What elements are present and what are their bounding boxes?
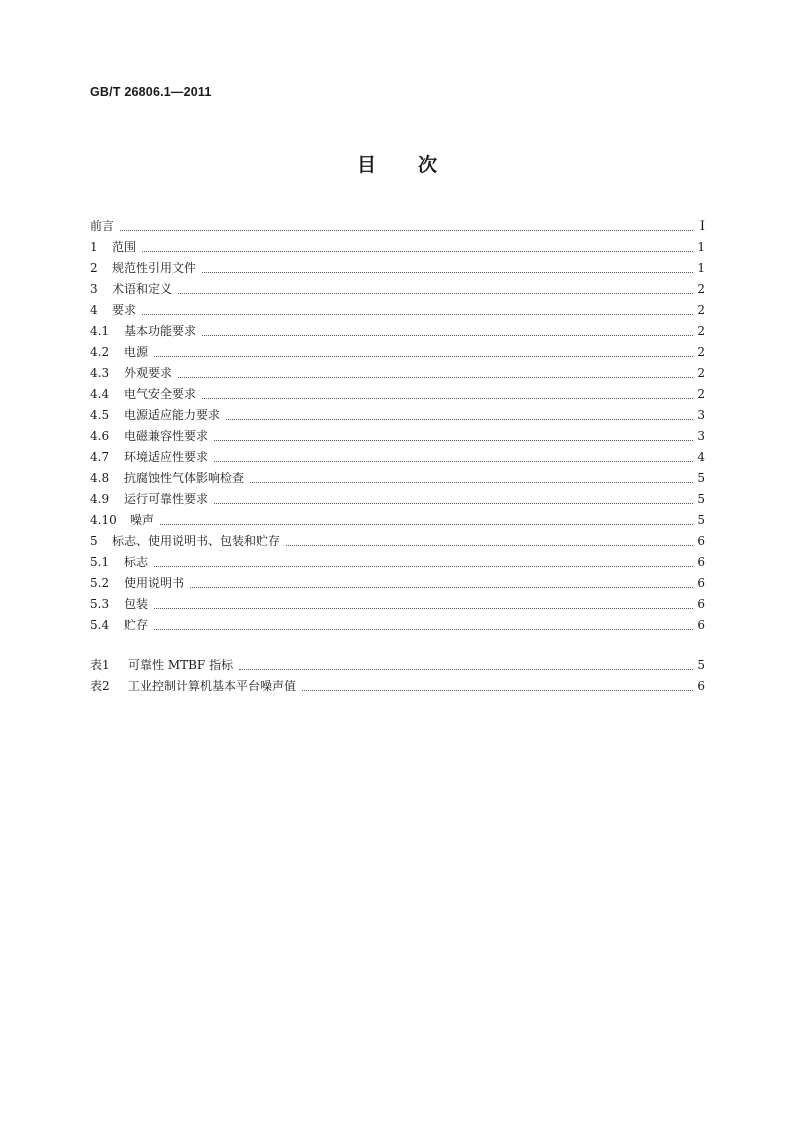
section-title: 基本功能要求	[124, 324, 197, 338]
page-number: 6	[697, 679, 705, 693]
section-title: 术语和定义	[112, 282, 173, 296]
toc-item[interactable]	[90, 468, 705, 489]
dot-leader	[214, 461, 693, 462]
section-title: 噪声	[130, 513, 155, 527]
page-number: 1	[697, 240, 705, 254]
section-number: 4.2	[90, 345, 110, 359]
page-number: 4	[697, 450, 705, 464]
section-number: 5	[90, 534, 98, 548]
page-number: 5	[697, 513, 705, 527]
table-of-contents	[90, 216, 705, 636]
section-number: 1	[90, 240, 98, 254]
dot-leader	[142, 314, 693, 315]
toc-item[interactable]	[90, 552, 705, 573]
section-number: 4.3	[90, 366, 110, 380]
section-number: 5.3	[90, 597, 110, 611]
dot-leader	[202, 335, 693, 336]
section-number: 4.4	[90, 387, 110, 401]
dot-leader	[250, 482, 693, 483]
page-number: 5	[697, 658, 705, 672]
section-title: 规范性引用文件	[112, 261, 197, 275]
dot-leader	[120, 230, 693, 231]
dot-leader	[226, 419, 693, 420]
dot-leader	[214, 440, 693, 441]
toc-item[interactable]	[90, 615, 705, 636]
page-number: 2	[697, 366, 705, 380]
toc-item[interactable]	[90, 531, 705, 552]
section-title: 运行可靠性要求	[124, 492, 209, 506]
page-number: 2	[697, 303, 705, 317]
table-title: 可靠性 MTBF 指标	[128, 658, 234, 672]
dot-leader	[142, 251, 693, 252]
dot-leader	[286, 545, 693, 546]
page-number: I	[699, 219, 705, 234]
toc-item[interactable]	[90, 342, 705, 363]
page-number: 6	[697, 597, 705, 611]
page-number: 2	[697, 345, 705, 359]
section-title: 电源	[124, 345, 149, 359]
toc-item[interactable]	[90, 426, 705, 447]
toc-item[interactable]	[90, 258, 705, 279]
section-number: 4.6	[90, 429, 110, 443]
toc-item[interactable]	[90, 321, 705, 342]
dot-leader	[154, 629, 693, 630]
dot-leader	[190, 587, 693, 588]
page-number: 6	[697, 618, 705, 632]
section-title: 标志、使用说明书、包装和贮存	[112, 534, 281, 548]
toc-item[interactable]	[90, 510, 705, 531]
page-number: 6	[697, 555, 705, 569]
toc-item[interactable]	[90, 237, 705, 258]
page-number: 6	[697, 576, 705, 590]
dot-leader	[178, 293, 693, 294]
page-number: 6	[697, 534, 705, 548]
section-title: 电源适应能力要求	[124, 408, 221, 422]
section-title: 范围	[112, 240, 137, 254]
page-number: 2	[697, 282, 705, 296]
page-number: 2	[697, 387, 705, 401]
table-list-item[interactable]	[90, 676, 705, 697]
dot-leader	[239, 669, 693, 670]
section-title: 贮存	[124, 618, 149, 632]
section-number: 4.7	[90, 450, 110, 464]
list-of-tables	[90, 655, 705, 697]
page-title: 目次	[356, 154, 479, 176]
table-number: 表2	[90, 679, 110, 693]
section-title: 包装	[124, 597, 149, 611]
toc-item[interactable]	[90, 384, 705, 405]
dot-leader	[302, 690, 693, 691]
toc-item[interactable]	[90, 594, 705, 615]
section-number: 4	[90, 303, 98, 317]
toc-item[interactable]	[90, 447, 705, 468]
section-title: 抗腐蚀性气体影响检查	[124, 471, 245, 485]
toc-item[interactable]	[90, 300, 705, 321]
section-title: 要求	[112, 303, 137, 317]
toc-item[interactable]	[90, 573, 705, 594]
page-number: 1	[697, 261, 705, 275]
section-number: 3	[90, 282, 98, 296]
dot-leader	[160, 524, 693, 525]
section-title: 使用说明书	[124, 576, 185, 590]
section-number: 4.8	[90, 471, 110, 485]
page-number: 3	[697, 408, 705, 422]
toc-item[interactable]	[90, 279, 705, 300]
table-number: 表1	[90, 658, 110, 672]
toc-item[interactable]	[90, 405, 705, 426]
table-title: 工业控制计算机基本平台噪声值	[128, 679, 297, 693]
section-number: 5.4	[90, 618, 110, 632]
document-code: GB/T 26806.1—2011	[90, 85, 212, 99]
section-number: 2	[90, 261, 98, 275]
dot-leader	[202, 398, 693, 399]
page-number: 3	[697, 429, 705, 443]
dot-leader	[154, 608, 693, 609]
section-number: 4.9	[90, 492, 110, 506]
dot-leader	[178, 377, 693, 378]
table-list-item[interactable]	[90, 655, 705, 676]
section-title: 标志	[124, 555, 149, 569]
section-title: 电气安全要求	[124, 387, 197, 401]
page-number: 2	[697, 324, 705, 338]
section-title: 环境适应性要求	[124, 450, 209, 464]
section-number: 5.1	[90, 555, 110, 569]
toc-item[interactable]	[90, 216, 705, 237]
section-title: 前言	[90, 219, 115, 233]
section-title: 电磁兼容性要求	[124, 429, 209, 443]
section-number: 5.2	[90, 576, 110, 590]
toc-item[interactable]	[90, 489, 705, 510]
dot-leader	[154, 356, 693, 357]
toc-item[interactable]	[90, 363, 705, 384]
section-number: 4.5	[90, 408, 110, 422]
section-number: 4.1	[90, 324, 110, 338]
dot-leader	[154, 566, 693, 567]
dot-leader	[202, 272, 693, 273]
dot-leader	[214, 503, 693, 504]
page-number: 5	[697, 492, 705, 506]
section-number: 4.10	[90, 513, 117, 527]
page-number: 5	[697, 471, 705, 485]
section-title: 外观要求	[124, 366, 173, 380]
